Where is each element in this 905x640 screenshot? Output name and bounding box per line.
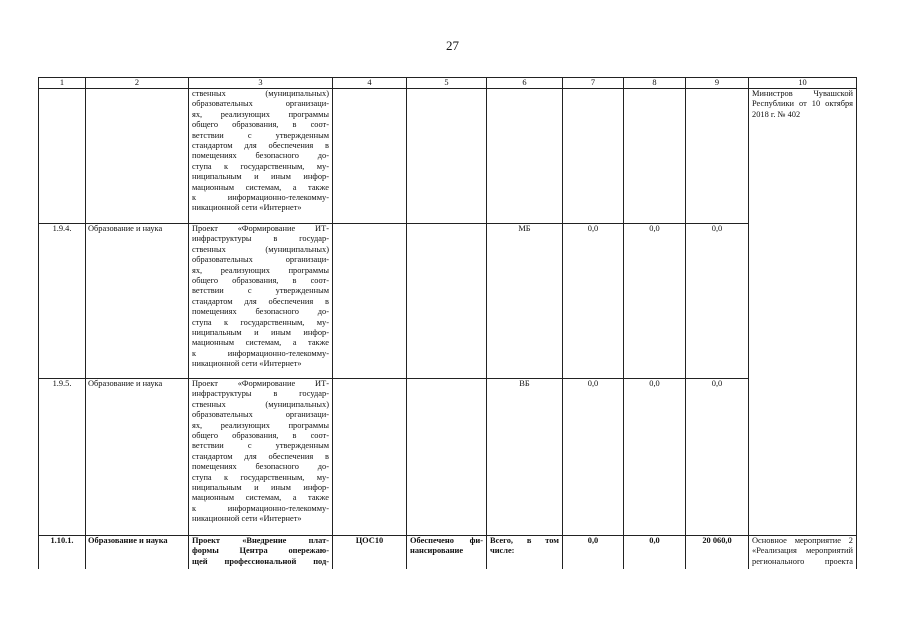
col-header-4: 4	[333, 78, 407, 89]
row-value-9: 0,0	[686, 224, 749, 379]
row-value-8: 0,0	[624, 379, 686, 536]
table-row	[39, 379, 857, 536]
col-header-9: 9	[686, 78, 749, 89]
row-note: Министров Чувашской Республики от 10 октября 2018 г. № 402	[749, 89, 857, 536]
col-header-1: 1	[39, 78, 86, 89]
row-description: ственных (муниципальных) образовательных организаци- ях, реализующих программы общего образования, в соот- ветствии с утвержденным стандартом для обеспечения в помещениях безопасного до- ступа к государственным, му- ниципальным и иным инфор- мационным системам, а также к информационно-телекомму- никационной сети «Интернет»	[189, 89, 333, 224]
row-indicator: Обеспечено фи- нансирование	[407, 536, 487, 569]
table-row	[39, 224, 857, 379]
row-field: Образование и наука	[86, 224, 189, 379]
row-indicator	[407, 89, 487, 224]
row-field: Образование и наука	[86, 536, 189, 569]
row-description: Проект «Формирование ИТ- инфраструктуры в государ- ственных (муниципальных) образовательных организаци- ях, реализующих программы общего образования, в соот- ветствии с утвержденным стандартом для обеспечения в помещениях безопасного до- ступа к государственным, му- ниципальным и иным инфор- мационным системам, а также к информационно-телекомму- никационной сети «Интернет»	[189, 224, 333, 379]
table-row	[39, 89, 857, 224]
column-number-row	[39, 78, 857, 89]
row-indicator	[407, 379, 487, 536]
row-value-8	[624, 89, 686, 224]
row-value-8: 0,0	[624, 224, 686, 379]
col-header-2: 2	[86, 78, 189, 89]
col-header-6: 6	[487, 78, 563, 89]
row-value-9: 0,0	[686, 379, 749, 536]
row-number: 1.10.1.	[39, 536, 86, 569]
row-field: Образование и наука	[86, 379, 189, 536]
row-value-7: 0,0	[563, 536, 624, 569]
row-number: 1.9.5.	[39, 379, 86, 536]
row-value-9	[686, 89, 749, 224]
col-header-3: 3	[189, 78, 333, 89]
row-code	[333, 89, 407, 224]
program-table	[38, 77, 857, 569]
row-description: Проект «Формирование ИТ- инфраструктуры в государ- ственных (муниципальных) образовательных организаци- ях, реализующих программы общего образования, в соот- ветствии с утвержденным стандартом для обеспечения в помещениях безопасного до- ступа к государственным, му- ниципальным и иным инфор- мационным системам, а также к информационно-телекомму- никационной сети «Интернет»	[189, 379, 333, 536]
col-header-10: 10	[749, 78, 857, 89]
row-source: Всего, в том числе:	[487, 536, 563, 569]
row-note: Основное мероприятие 2 «Реализация мероприятий регионального проекта	[749, 536, 857, 569]
row-code	[333, 224, 407, 379]
row-source: МБ	[487, 224, 563, 379]
row-field	[86, 89, 189, 224]
col-header-5: 5	[407, 78, 487, 89]
col-header-7: 7	[563, 78, 624, 89]
row-code: ЦОС10	[333, 536, 407, 569]
row-value-7: 0,0	[563, 224, 624, 379]
row-description: Проект «Внедрение плат- формы Центра опережаю- щей профессиональной под-	[189, 536, 333, 569]
row-value-9: 20 060,0	[686, 536, 749, 569]
row-code	[333, 379, 407, 536]
row-value-7: 0,0	[563, 379, 624, 536]
row-number	[39, 89, 86, 224]
table-row	[39, 536, 857, 569]
row-value-7	[563, 89, 624, 224]
page-number: 27	[446, 38, 459, 53]
row-source: ВБ	[487, 379, 563, 536]
row-number: 1.9.4.	[39, 224, 86, 379]
row-indicator	[407, 224, 487, 379]
row-source	[487, 89, 563, 224]
row-value-8: 0,0	[624, 536, 686, 569]
col-header-8: 8	[624, 78, 686, 89]
